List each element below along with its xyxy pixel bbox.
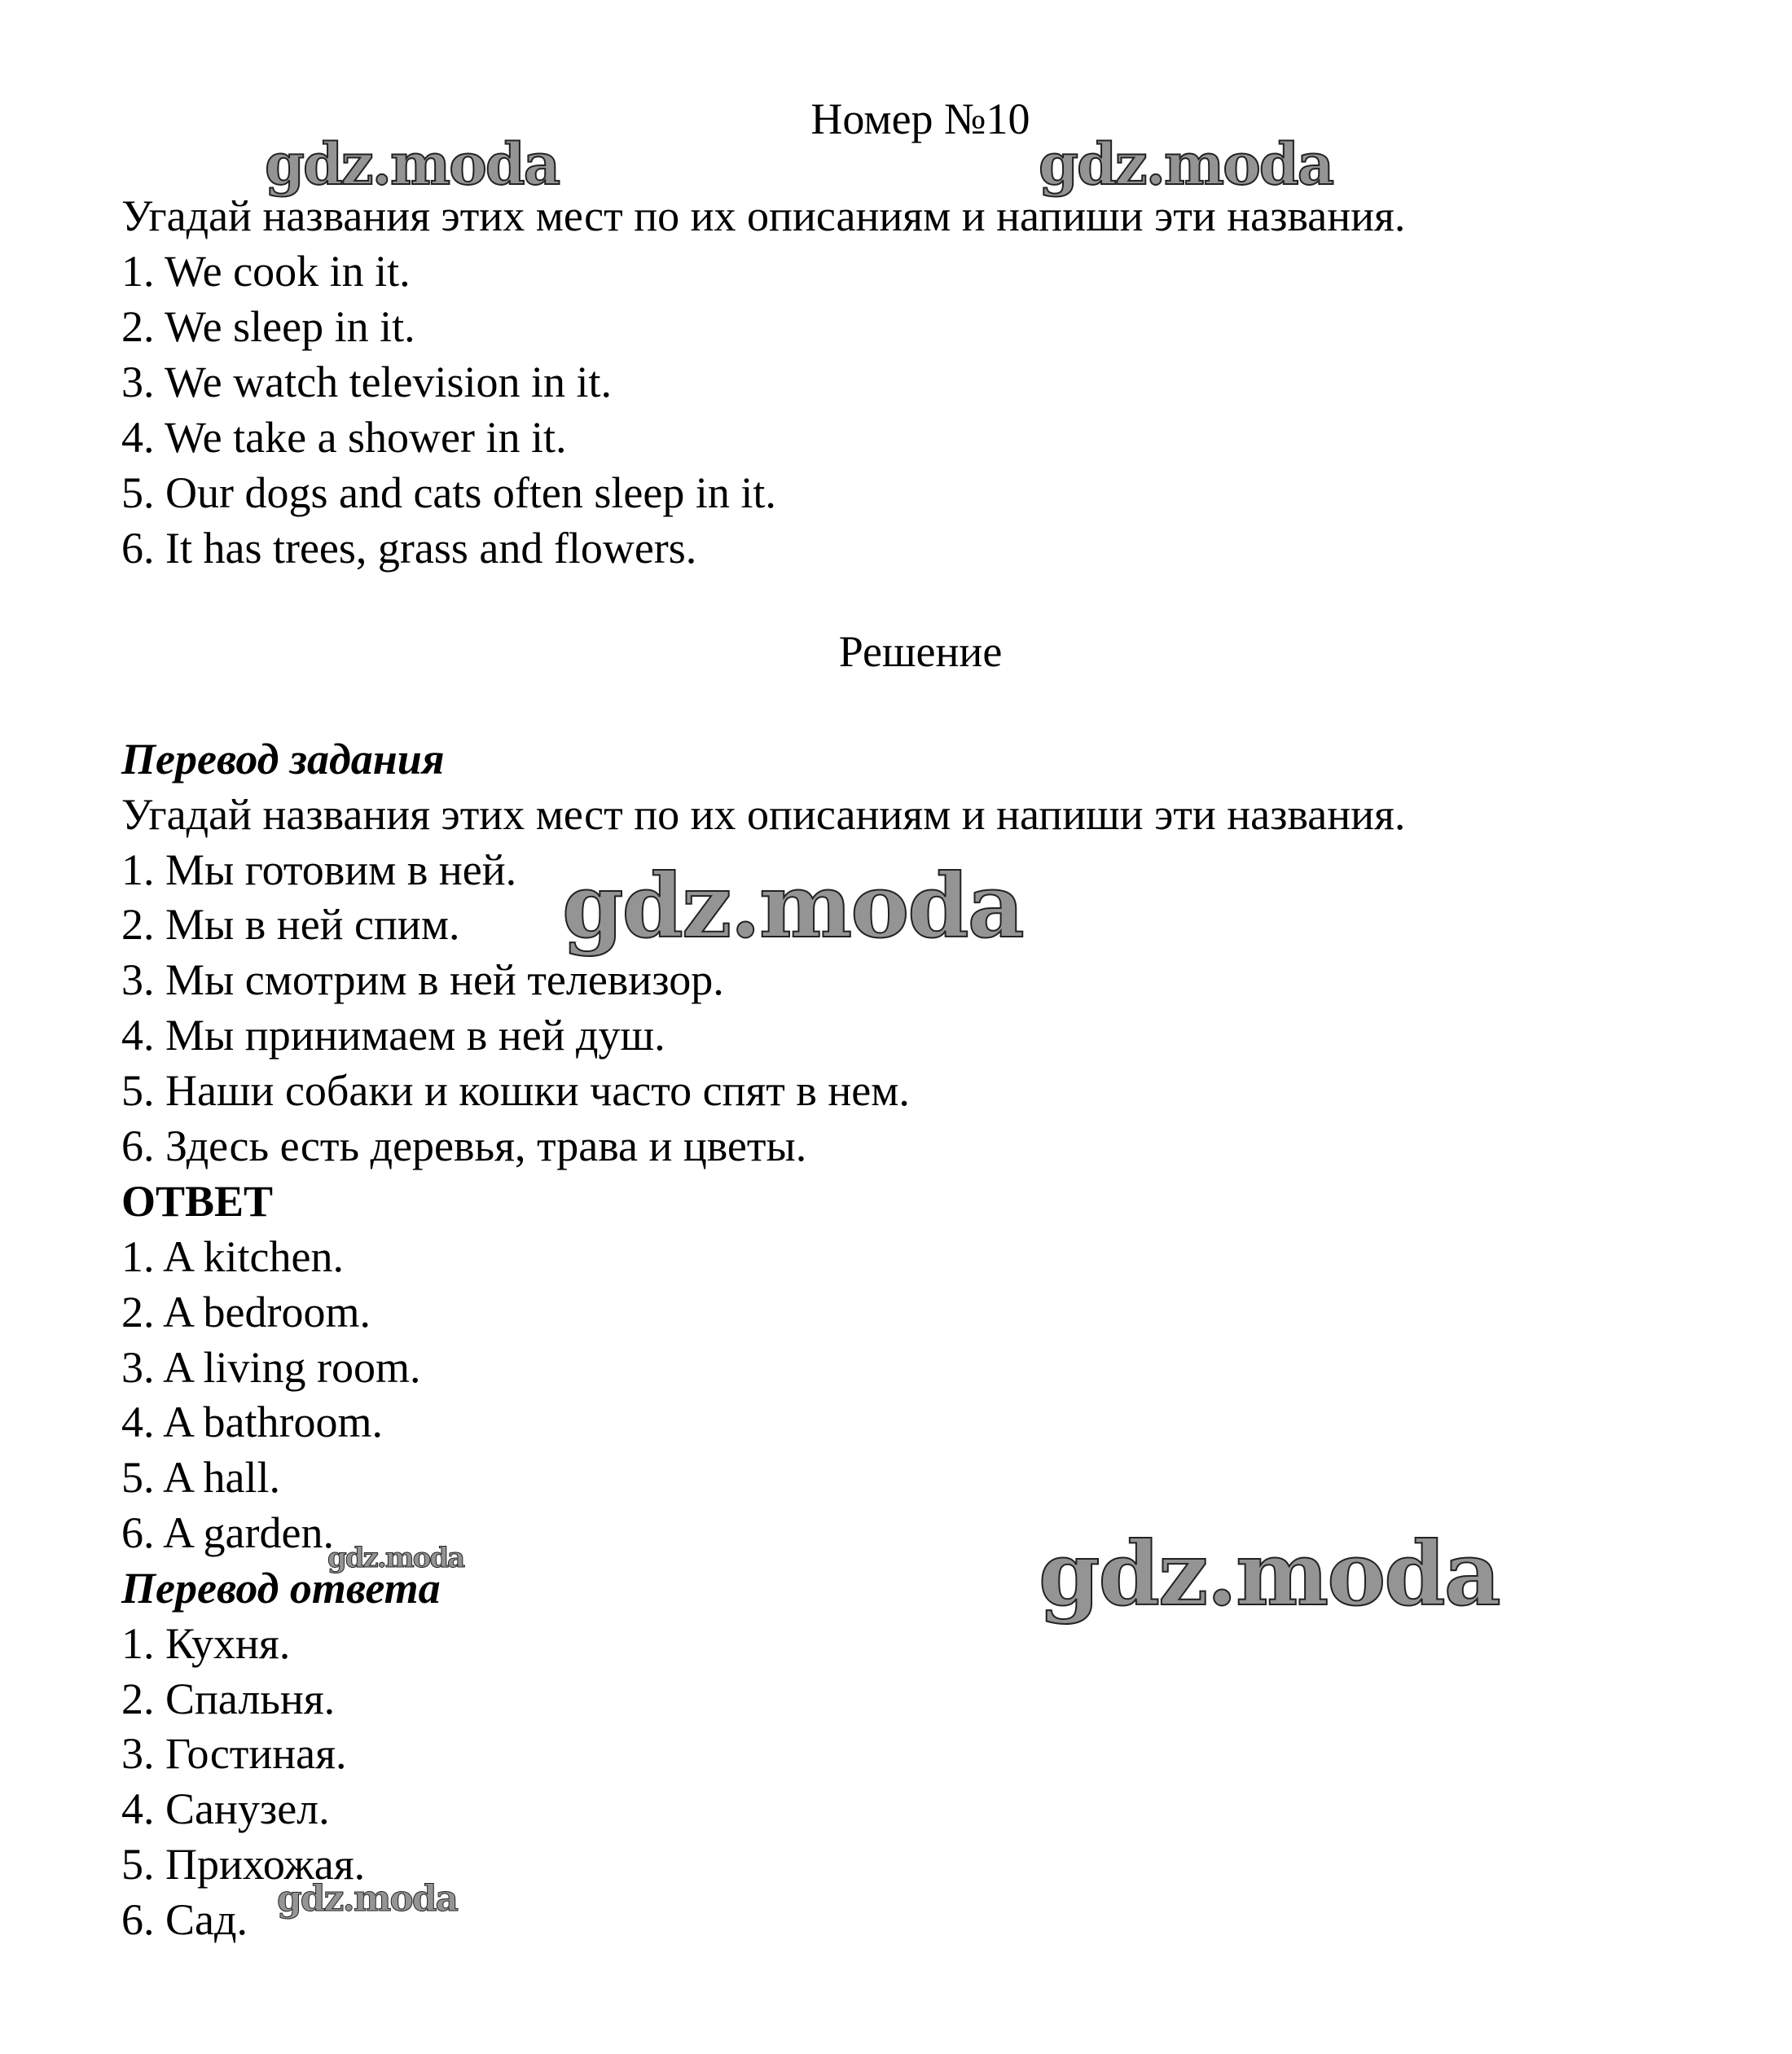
answer-translation-item: 1. Кухня.	[121, 1619, 291, 1668]
task-item: 5. Our dogs and cats often sleep in it.	[121, 468, 776, 517]
watermark-logo: gdz.moda	[1039, 1523, 1500, 1626]
answer-item: 2. A bedroom.	[121, 1288, 371, 1336]
answer-translation-heading: Перевод ответа	[121, 1564, 441, 1613]
task-item: 1. We cook in it.	[121, 247, 411, 296]
answer-item: 6. A garden.	[121, 1508, 334, 1557]
translation-heading: Перевод задания	[121, 735, 445, 783]
answer-item: 3. A living room.	[121, 1343, 421, 1392]
answer-translation-item: 6. Сад.	[121, 1895, 248, 1944]
task-item: 6. It has trees, grass and flowers.	[121, 524, 697, 573]
task-item: 2. We sleep in it.	[121, 302, 415, 351]
task-item: 3. We watch television in it.	[121, 358, 613, 406]
task-instruction: Угадай названия этих мест по их описаниям и напиши эти названия.	[121, 191, 1406, 240]
translation-item: 4. Мы принимаем в ней душ.	[121, 1011, 665, 1060]
translation-item: 1. Мы готовим в ней.	[121, 845, 517, 894]
answer-translation-item: 4. Санузел.	[121, 1784, 330, 1833]
watermark-logo: gdz.moda	[265, 130, 560, 198]
translation-item: 2. Мы в ней спим.	[121, 900, 460, 949]
answer-translation-item: 5. Прихожая.	[121, 1840, 366, 1889]
translation-item: 3. Мы смотрим в ней телевизор.	[121, 955, 724, 1004]
watermark-logo: gdz.moda	[277, 1878, 458, 1920]
answer-item: 1. A kitchen.	[121, 1232, 344, 1281]
watermark-logo: gdz.moda	[562, 855, 1023, 958]
translation-item: 6. Здесь есть деревья, трава и цветы.	[121, 1121, 807, 1170]
task-item: 4. We take a shower in it.	[121, 413, 567, 462]
answer-item: 5. A hall.	[121, 1453, 281, 1502]
watermark-logo: gdz.moda	[327, 1542, 464, 1574]
translation-item: 5. Наши собаки и кошки часто спят в нем.	[121, 1066, 910, 1115]
translation-instruction: Угадай названия этих мест по их описаниям и напиши эти названия.	[121, 790, 1406, 839]
solution-heading: Решение	[838, 627, 1003, 676]
answer-translation-item: 2. Спальня.	[121, 1674, 336, 1723]
answer-heading: ОТВЕТ	[121, 1177, 274, 1226]
answer-item: 4. A bathroom.	[121, 1398, 383, 1446]
watermark-logo: gdz.moda	[1039, 130, 1333, 198]
page-title: Номер №10	[810, 94, 1030, 143]
answer-translation-item: 3. Гостиная.	[121, 1729, 347, 1778]
